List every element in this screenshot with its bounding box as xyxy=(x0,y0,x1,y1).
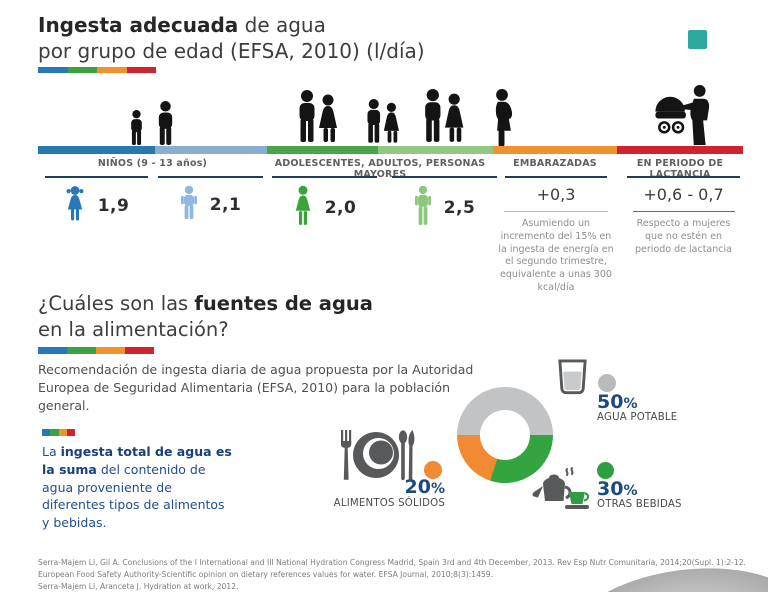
page-title-bold: Ingesta adecuada xyxy=(38,13,239,37)
category-label-embarazadas: EMBARAZADAS xyxy=(513,158,597,169)
category-label-lactancia: EN PERIODO DE LACTANCIA xyxy=(636,158,724,180)
accent-segment xyxy=(96,347,125,354)
value-group-lactancia xyxy=(627,176,740,256)
bar-segment-adultos-dark xyxy=(267,146,378,154)
age-group-bar xyxy=(38,146,743,154)
accent-segment xyxy=(38,347,67,354)
girl-icon xyxy=(64,185,86,226)
value-group-women xyxy=(272,176,377,230)
value-women: 2,0 xyxy=(324,197,357,218)
value-lactancia: +0,6 - 0,7 xyxy=(643,185,724,204)
sources-heading-bold: fuentes de agua xyxy=(194,292,373,315)
callout-bold: ingesta total de agua es la suma xyxy=(42,444,232,477)
accent-segment xyxy=(68,67,98,73)
value-group-boys xyxy=(158,176,263,224)
callout-text xyxy=(42,443,234,532)
drinking-water-percentage: 50% xyxy=(597,391,638,413)
other-beverages-dot xyxy=(597,462,614,479)
underline-embarazadas xyxy=(504,211,608,212)
drinking-water-dot xyxy=(598,374,616,392)
solid-foods-label: ALIMENTOS SÓLIDOS xyxy=(333,498,445,509)
sources-heading-line2: en la alimentación? xyxy=(38,318,229,341)
accent-segment xyxy=(50,429,58,436)
man-icon xyxy=(414,185,432,230)
accent-segment xyxy=(67,347,96,354)
adult-couple-icon xyxy=(294,90,342,146)
category-label-ninos: NIÑOS (9 - 13 años) xyxy=(97,158,208,169)
sources-paragraph: Recomendación de ingesta diaria de agua propuesta por la Autoridad Europea de Seguridad Alimentaria (EFSA, 2010) para la población general. xyxy=(38,362,474,414)
accent-segment xyxy=(59,429,67,436)
sources-heading-normal: ¿Cuáles son las xyxy=(38,292,195,315)
underline-lactancia xyxy=(633,211,735,212)
pregnant-woman-icon xyxy=(488,89,518,148)
value-girls: 1,9 xyxy=(97,195,130,216)
sources-accent-bar xyxy=(38,347,154,354)
category-label-adultos: ADOLESCENTES, ADULTOS, PERSONAS MAYORES xyxy=(274,158,486,180)
page-title-normal: de agua xyxy=(238,13,326,37)
value-embarazadas: +0,3 xyxy=(536,185,576,204)
reference-line: Serra-Majem Ll, Gil A. Conclusions of the I International and III National Hydration Congress Madrid, Spain 3rd and 4th December, 2013. Rev Esp Nutr Comunitaria, 2014;20(Supl. 1):2-12. xyxy=(38,558,746,567)
teen-couple-icon xyxy=(362,99,404,146)
title-accent-bar xyxy=(38,67,156,73)
callout-prefix: La xyxy=(42,444,61,459)
woman-icon xyxy=(293,185,313,230)
value-men: 2,5 xyxy=(443,197,476,218)
value-boys: 2,1 xyxy=(209,194,242,215)
solid-foods-percentage: 20% xyxy=(404,476,445,498)
reference-line: European Food Safety Authority-Scientific opinion on dietary references values for water. EFSA Journal, 2010;8(3):1459. xyxy=(38,569,494,579)
stroller-mother-icon xyxy=(648,84,714,147)
water-glass-icon xyxy=(556,358,589,395)
accent-segment xyxy=(42,429,50,436)
drinking-water-label: AGUA POTABLE xyxy=(597,412,678,423)
sources-heading xyxy=(38,291,373,343)
callout-rest: del contenido de agua proveniente de diferentes tipos de alimentos y bebidas. xyxy=(42,461,225,530)
bar-segment-embarazadas xyxy=(493,146,617,154)
child-large-icon xyxy=(155,101,176,145)
brand-mark xyxy=(688,30,707,49)
note-embarazadas: Asumiendo un incremento del 15% en la ingesta de energía en el segundo trimestre, equivalente a unas 300 kcal/día xyxy=(498,218,614,294)
page-title-line2: por grupo de edad (EFSA, 2010) (l/día) xyxy=(38,39,425,63)
value-group-embarazadas xyxy=(498,176,614,295)
total-intake-callout xyxy=(42,429,242,532)
accent-segment xyxy=(67,429,75,436)
page-title xyxy=(38,12,425,64)
bar-segment-adultos-light xyxy=(378,146,493,154)
plate-cutlery-icon xyxy=(338,428,416,482)
teapot-cup-icon xyxy=(529,466,591,512)
note-lactancia: Respecto a mujeres que no estén en periodo de lactancia xyxy=(635,218,732,255)
bar-segment-ninos-dark xyxy=(38,146,155,154)
other-beverages-percentage: 30% xyxy=(597,478,638,500)
elderly-couple-icon xyxy=(419,89,469,146)
accent-segment xyxy=(125,347,154,354)
accent-segment xyxy=(97,67,127,73)
boy-icon xyxy=(180,185,198,224)
value-group-girls xyxy=(45,176,148,226)
callout-accent-bar xyxy=(42,429,75,436)
reference-line: Serra-Majem Ll, Aranceta J. Hydration at work, 2012. xyxy=(38,581,239,591)
value-group-men xyxy=(392,176,497,230)
child-small-icon xyxy=(128,110,145,145)
bar-segment-ninos-light xyxy=(155,146,267,154)
bar-segment-lactancia xyxy=(617,146,743,154)
accent-segment xyxy=(38,67,68,73)
other-beverages-label: OTRAS BEBIDAS xyxy=(597,499,682,510)
accent-segment xyxy=(127,67,157,73)
